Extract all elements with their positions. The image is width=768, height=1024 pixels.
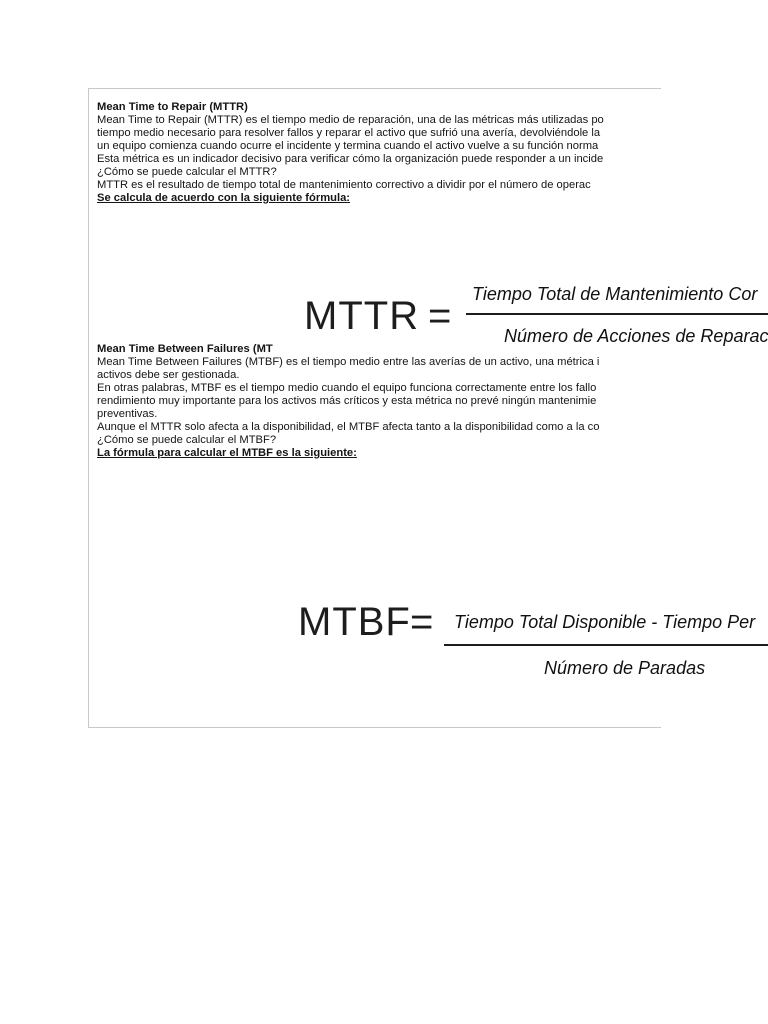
- mtbf-text-line: En otras palabras, MTBF es el tiempo medio cuando el equipo funciona correctamente entre los fallo: [97, 382, 597, 394]
- mtbf-text-line: Mean Time Between Failures (MTBF) es el tiempo medio entre las averías de un activo, una métrica i: [97, 356, 600, 368]
- mtbf-formula-denominator: Número de Paradas: [544, 658, 706, 678]
- mttr-fraction-bar: [466, 313, 768, 315]
- mtbf-text-line: activos debe ser gestionada.: [97, 369, 240, 381]
- mtbf-title: Mean Time Between Failures (MT: [97, 343, 273, 355]
- mttr-formula-equals: =: [428, 294, 453, 338]
- mttr-title: Mean Time to Repair (MTTR): [97, 101, 248, 113]
- mttr-text-line: MTTR es el resultado de tiempo total de mantenimiento correctivo a dividir por el número de operac: [97, 179, 591, 191]
- mtbf-fraction-bar: [444, 644, 768, 646]
- mttr-text-line: tiempo medio necesario para resolver fallos y reparar el activo que sufrió una avería, devolviéndole la: [97, 127, 601, 139]
- mtbf-formula-numerator: Tiempo Total Disponible - Tiempo Per: [454, 612, 756, 632]
- mtbf-text-line: Aunque el MTTR solo afecta a la disponibilidad, el MTBF afecta tanto a la disponibilidad como a la co: [97, 421, 600, 433]
- mttr-text-line: un equipo comienza cuando ocurre el incidente y termina cuando el activo vuelve a su función norma: [97, 140, 599, 152]
- mttr-text-line: Mean Time to Repair (MTTR) es el tiempo medio de reparación, una de las métricas más utilizadas po: [97, 114, 604, 126]
- mtbf-text-line: rendimiento muy importante para los activos más críticos y esta métrica no prevé ningún mantenimie: [97, 395, 597, 407]
- mtbf-formula-lhs: MTBF: [298, 600, 411, 644]
- mttr-formula-lhs: MTTR: [304, 294, 420, 338]
- mttr-formula-numerator: Tiempo Total de Mantenimiento Cor: [472, 284, 758, 304]
- mttr-formula-intro: Se calcula de acuerdo con la siguiente fórmula:: [97, 192, 351, 204]
- mtbf-formula-intro: La fórmula para calcular el MTBF es la siguiente:: [97, 447, 357, 459]
- mttr-text-line: ¿Cómo se puede calcular el MTTR?: [97, 166, 277, 178]
- mttr-formula-denominator: Número de Acciones de Reparac: [504, 326, 768, 346]
- mtbf-text-line: preventivas.: [97, 408, 158, 420]
- mtbf-formula-equals: =: [410, 600, 435, 644]
- mtbf-text-line: ¿Cómo se puede calcular el MTBF?: [97, 434, 277, 446]
- mttr-text-line: Esta métrica es un indicador decisivo para verificar cómo la organización puede responder a un incide: [97, 153, 604, 165]
